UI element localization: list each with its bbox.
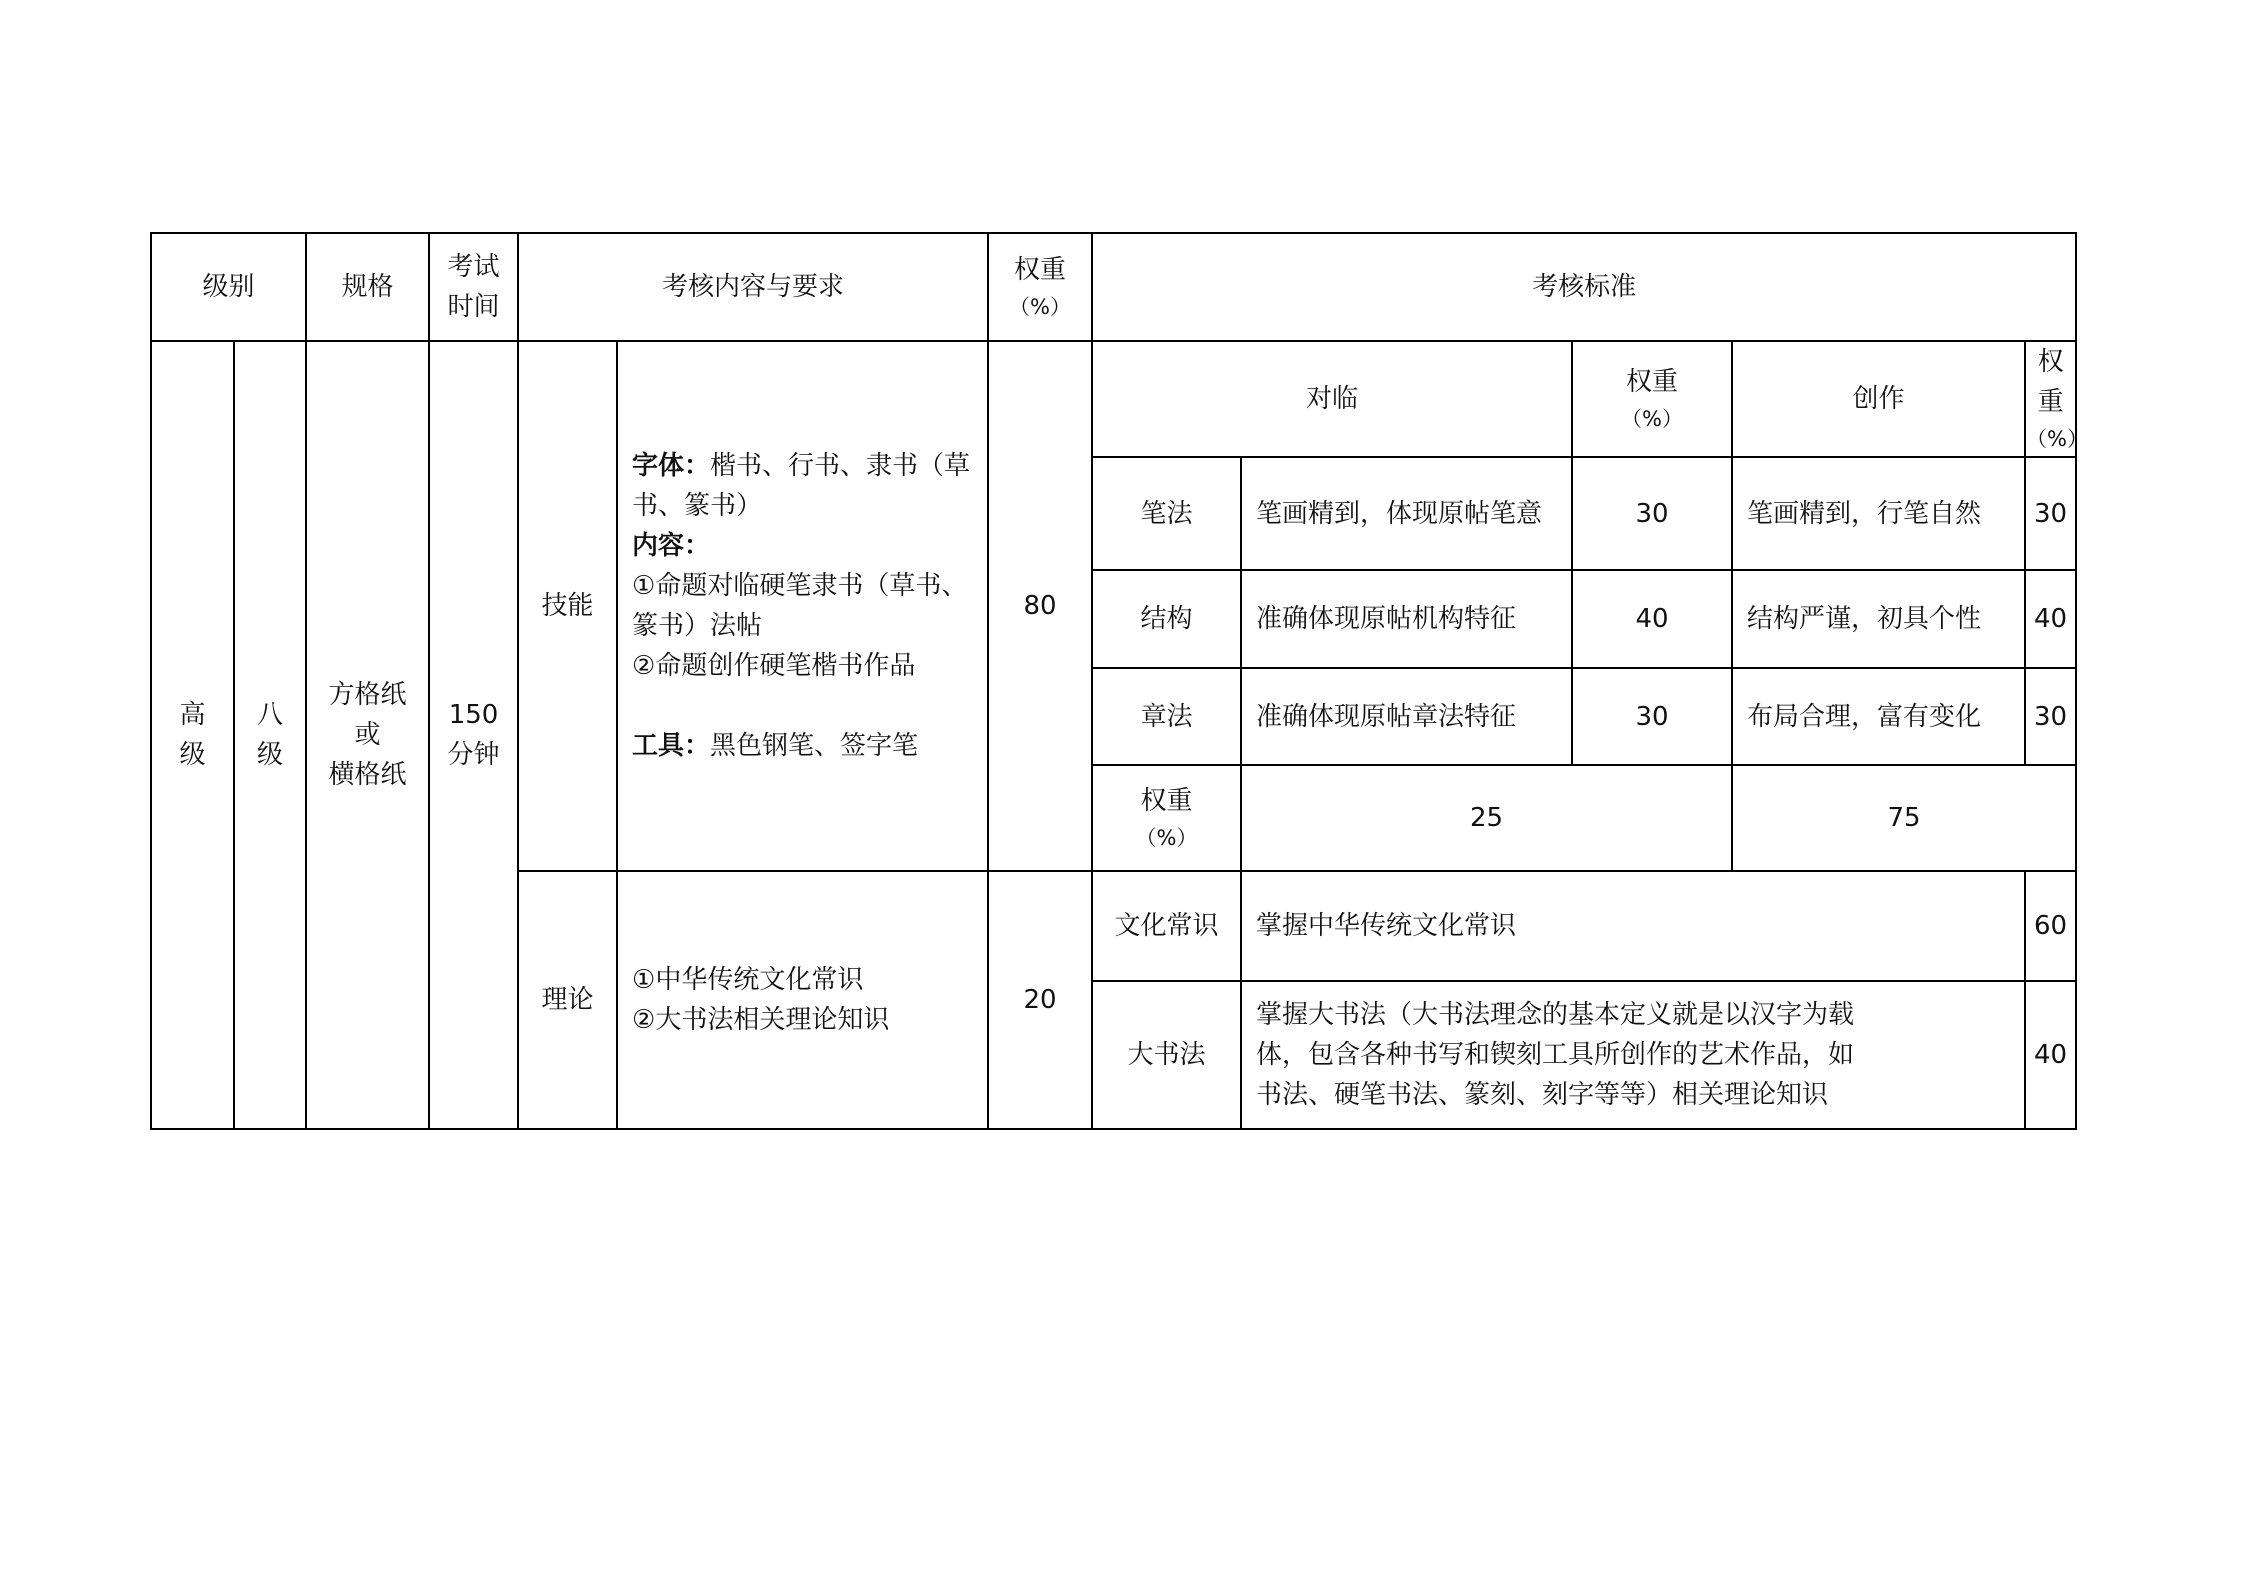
criteria-copy-desc: 准确体现原帖章法特征 <box>1241 668 1572 765</box>
criteria-name: 笔法 <box>1092 457 1241 570</box>
skill-total-label <box>1092 765 1241 871</box>
criteria-create-desc: 笔画精到，行笔自然 <box>1732 457 2025 570</box>
skill-total-label-line1: 权重 <box>1140 786 1193 816</box>
skill-content-item1a: ①命题对临硬笔隶书（草书、 <box>632 571 968 601</box>
header-spec: 规格 <box>306 233 429 341</box>
subheader-create: 创作 <box>1732 341 2025 457</box>
theory-requirements <box>617 871 988 1129</box>
theory-criteria-weight: 60 <box>2025 871 2076 981</box>
exam-standard-table <box>150 232 2088 1130</box>
spec-cell <box>306 341 429 1129</box>
theory-desc-line1: 掌握大书法（大书法理念的基本定义就是以汉字为载 <box>1256 1000 1855 1030</box>
skill-font-line1 <box>632 446 977 486</box>
subheader-copy-weight-line2: （%） <box>1621 407 1684 431</box>
time-line2: 分钟 <box>447 740 500 770</box>
time-line1: 150 <box>448 700 499 730</box>
skill-font-value: 楷书、行书、隶书（草 <box>710 451 971 481</box>
skill-weight: 80 <box>988 341 1092 871</box>
criteria-name: 章法 <box>1092 668 1241 765</box>
spec-line3: 横格纸 <box>328 760 407 790</box>
skill-tool-label: 工具： <box>632 731 711 761</box>
theory-weight: 20 <box>988 871 1092 1129</box>
skill-spacer <box>632 686 977 726</box>
subheader-copy-weight <box>1572 341 1732 457</box>
skill-tool-line <box>632 726 977 766</box>
header-exam-time <box>429 233 518 341</box>
header-level: 级别 <box>151 233 306 341</box>
header-content: 考核内容与要求 <box>518 233 988 341</box>
level-sub-cell <box>234 341 306 1129</box>
theory-criteria-name: 大书法 <box>1092 981 1241 1129</box>
criteria-create-desc: 布局合理，富有变化 <box>1732 668 2025 765</box>
skill-content-item2: ②命题创作硬笔楷书作品 <box>632 651 916 681</box>
skill-font-line2: 书、篆书） <box>632 491 763 521</box>
criteria-name: 结构 <box>1092 570 1241 668</box>
theory-criteria-weight: 40 <box>2025 981 2076 1129</box>
criteria-copy-weight: 40 <box>1572 570 1732 668</box>
spec-line1: 方格纸 <box>328 680 407 710</box>
subheader-copy-weight-line1: 权重 <box>1626 367 1679 397</box>
skill-total-copy: 25 <box>1241 765 1732 871</box>
subheader-copy: 对临 <box>1092 341 1572 457</box>
header-standard: 考核标准 <box>1092 233 2076 341</box>
skill-font-label: 字体： <box>632 451 711 481</box>
criteria-create-weight: 30 <box>2025 457 2076 570</box>
header-weight <box>988 233 1092 341</box>
theory-criteria-desc <box>1241 981 2025 1129</box>
theory-desc-line2: 体，包含各种书写和锲刻工具所创作的艺术作品，如 <box>1256 1040 1855 1070</box>
theory-criteria-desc: 掌握中华传统文化常识 <box>1241 871 2025 981</box>
theory-category: 理论 <box>518 871 617 1129</box>
header-weight-line2: （%） <box>1009 295 1072 319</box>
spec-line2: 或 <box>354 720 381 750</box>
criteria-create-desc: 结构严谨，初具个性 <box>1732 570 2025 668</box>
criteria-copy-weight: 30 <box>1572 668 1732 765</box>
header-time-line2: 时间 <box>447 292 500 322</box>
subheader-create-weight-line2: （%） <box>2026 427 2088 451</box>
skill-total-label-line2: （%） <box>1135 826 1198 850</box>
time-cell <box>429 341 518 1129</box>
criteria-create-weight: 30 <box>2025 668 2076 765</box>
theory-desc-line3: 书法、硬笔书法、篆刻、刻字等等）相关理论知识 <box>1256 1080 1829 1110</box>
header-time-line1: 考试 <box>447 252 500 282</box>
skill-total-create: 75 <box>1732 765 2076 871</box>
table-header-row <box>151 233 2076 341</box>
criteria-copy-desc: 笔画精到，体现原帖笔意 <box>1241 457 1572 570</box>
skill-content-label: 内容： <box>632 531 711 561</box>
criteria-copy-desc: 准确体现原帖机构特征 <box>1241 570 1572 668</box>
criteria-copy-weight: 30 <box>1572 457 1732 570</box>
header-weight-line1: 权重 <box>1014 255 1067 285</box>
theory-item1: ①中华传统文化常识 <box>632 965 864 995</box>
subheader-create-weight-line1: 权重 <box>2037 347 2064 417</box>
level-sub-line1: 八 <box>257 700 284 730</box>
criteria-create-weight: 40 <box>2025 570 2076 668</box>
theory-item2: ②大书法相关理论知识 <box>632 1005 890 1035</box>
skill-requirements <box>617 341 988 871</box>
subheader-create-weight <box>2025 341 2088 457</box>
level-main-cell <box>151 341 234 1129</box>
skill-category: 技能 <box>518 341 617 871</box>
level-sub-line2: 级 <box>257 740 284 770</box>
theory-criteria-name: 文化常识 <box>1092 871 1241 981</box>
level-main-line2: 级 <box>179 740 206 770</box>
skill-content-item1b: 篆书）法帖 <box>632 611 763 641</box>
skill-subheader-row <box>151 341 2076 457</box>
skill-tool-value: 黑色钢笔、签字笔 <box>710 731 919 761</box>
level-main-line1: 高 <box>179 700 206 730</box>
